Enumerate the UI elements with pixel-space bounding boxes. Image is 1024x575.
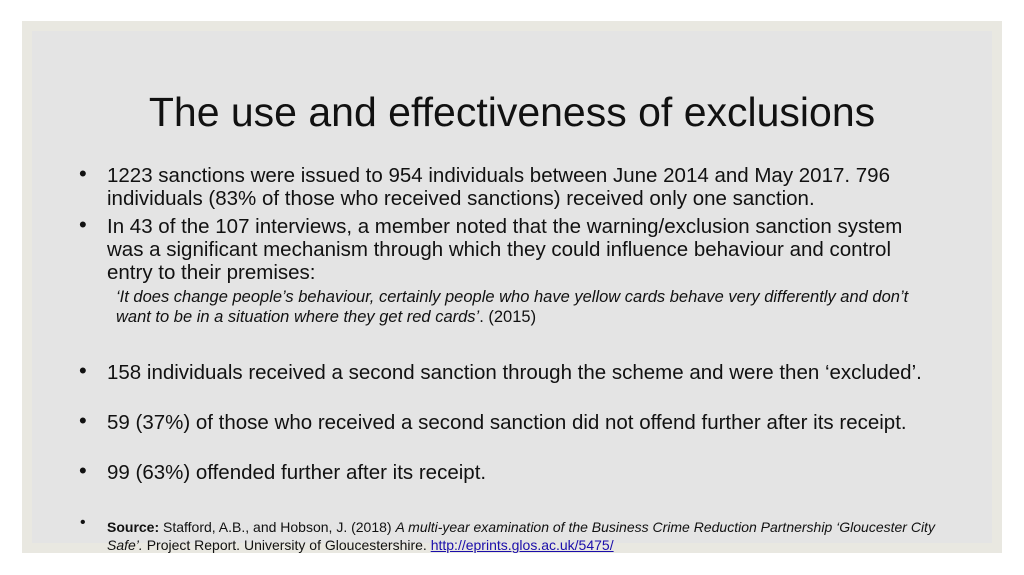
bullet-text: 99 (63%) offended further after its receipt. (107, 461, 487, 484)
bullet-item (79, 358, 937, 384)
bullet-text: 59 (37%) of those who received a second sanction did not offend further after its receipt. (107, 411, 907, 434)
bullet-marker: • (79, 212, 87, 237)
source-label: Source: (107, 519, 160, 535)
bullet-item (79, 161, 937, 210)
bullet-item (79, 458, 937, 484)
source-publisher: Project Report. University of Gloucestershire. (142, 537, 431, 553)
bullet-text: 158 individuals received a second sanction through the scheme and were then ‘excluded’. (107, 361, 922, 384)
source-citation (80, 514, 947, 554)
slide (32, 31, 992, 553)
bullet-marker: • (79, 408, 87, 433)
source-link[interactable]: http://eprints.glos.ac.uk/5475/ (430, 537, 614, 553)
bullet-marker: • (79, 458, 87, 483)
bullet-marker: • (79, 161, 87, 186)
bullet-item (79, 408, 937, 434)
quote-text: ‘It does change people’s behaviour, certainly people who have yellow cards behave very differently and don’t want to be in a situation where they get red cards’ (116, 288, 909, 326)
bullet-item (79, 212, 937, 284)
slide-title: The use and effectiveness of exclusions (148, 89, 876, 135)
bullet-text: In 43 of the 107 interviews, a member noted that the warning/exclusion sanction system was a significant mechanism through which they could influence behaviour and control entry to their premises: (107, 215, 903, 284)
interview-quote (116, 287, 936, 327)
quote-year: . (2015) (479, 308, 537, 326)
source-work-title: A multi-year examination of the Business Crime Reduction Partnership ‘Gloucester City Safe’. (107, 519, 935, 553)
bullet-marker: • (79, 358, 87, 383)
bullet-text: 1223 sanctions were issued to 954 individuals between June 2014 and May 2017. 796 individuals (83% of those who received sanctions) received only one sanction. (107, 164, 890, 210)
bullet-marker: • (80, 514, 86, 531)
source-authors: Stafford, A.B., and Hobson, J. (2018) (159, 519, 396, 535)
